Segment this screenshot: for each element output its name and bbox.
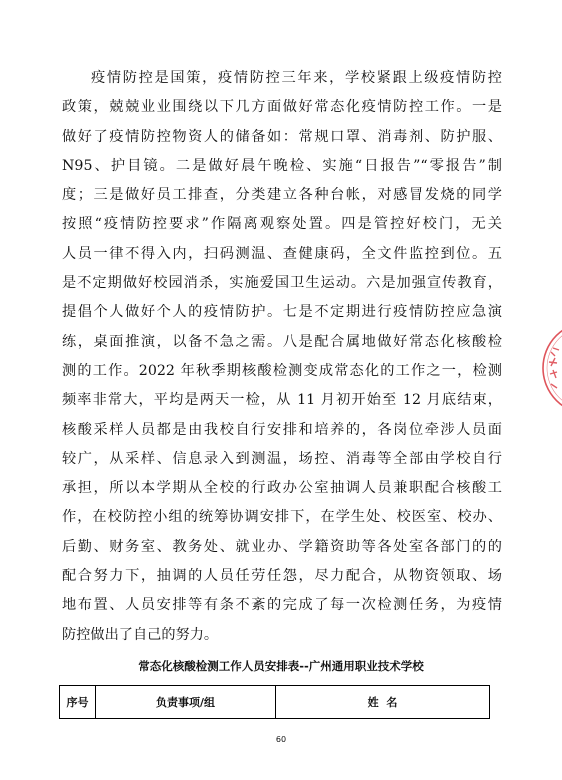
paragraph-line: 作，在校防控小组的统筹协调安排下，在学生处、校医室、校办、 [62, 509, 502, 526]
paragraph-line: 练，桌面推演，以备不急之需。八是配合属地做好常态化核酸检 [62, 333, 502, 350]
paragraph-line: 频率非常大，平均是两天一检，从 11 月初开始至 12 月底结束， [62, 392, 502, 409]
paragraph-line: 配合努力下，抽调的人员任劳任怨，尽力配合，从物资领取、场 [62, 568, 502, 585]
paragraph-line: 政策，兢兢业业围绕以下几方面做好常态化疫情防控工作。一是 [62, 99, 502, 116]
header-cell-task: 负责事项/组 [96, 686, 276, 719]
paragraph-line: 人员一律不得入内，扫码测温、查健康码，全文件监控到位。五 [62, 245, 502, 262]
header-cell-name: 姓 名 [276, 686, 490, 719]
paragraph-line: 地布置、人员安排等有条不紊的完成了每一次检测任务，为疫情 [62, 597, 502, 614]
paragraph-line: 做好了疫情防控物资人的储备如：常规口罩、消毒剂、防护服、 [62, 128, 502, 145]
table-title: 常态化核酸检测工作人员安排表--广州通用职业技术学校 [138, 659, 424, 673]
paragraph-line: 核酸采样人员都是由我校自行安排和培养的，各岗位牵涉人员面 [62, 421, 502, 438]
paragraph-line: 较广，从采样、信息录入到测温，场控、消毒等全部由学校自行 [62, 450, 502, 467]
paragraph-line: 测的工作。2022 年秋季期核酸检测变成常态化的工作之一，检测 [62, 362, 502, 379]
page-number: 60 [275, 735, 287, 744]
paragraph-line: 疫情防控是国策，疫情防控三年来，学校紧跟上级疫情防控 [91, 70, 502, 86]
red-seal-stamp [531, 318, 562, 418]
paragraph-line: N95、护目镜。二是做好晨午晚检、实施“日报告”“零报告”制 [62, 157, 502, 174]
paragraph-line: 防控做出了自己的努力。 [62, 626, 219, 643]
schedule-table [59, 685, 490, 719]
table-header-row [60, 686, 490, 719]
paragraph-line: 承担，所以本学期从全校的行政办公室抽调人员兼职配合核酸工 [62, 480, 502, 497]
paragraph-line: 提倡个人做好个人的疫情防护。七是不定期进行疫情防控应急演 [62, 304, 502, 321]
body-paragraph [62, 64, 502, 650]
paragraph-line: 度；三是做好员工排查，分类建立各种台帐，对感冒发烧的同学 [62, 187, 502, 204]
header-cell-index: 序号 [60, 686, 96, 719]
paragraph-line: 是不定期做好校园消杀，实施爱国卫生运动。六是加强宣传教育， [62, 275, 502, 292]
paragraph-line: 按照“疫情防控要求”作隔离观察处置。四是管控好校门，无关 [62, 216, 502, 233]
paragraph-line: 后勤、财务室、教务处、就业办、学籍资助等各处室各部门的的 [62, 538, 502, 555]
